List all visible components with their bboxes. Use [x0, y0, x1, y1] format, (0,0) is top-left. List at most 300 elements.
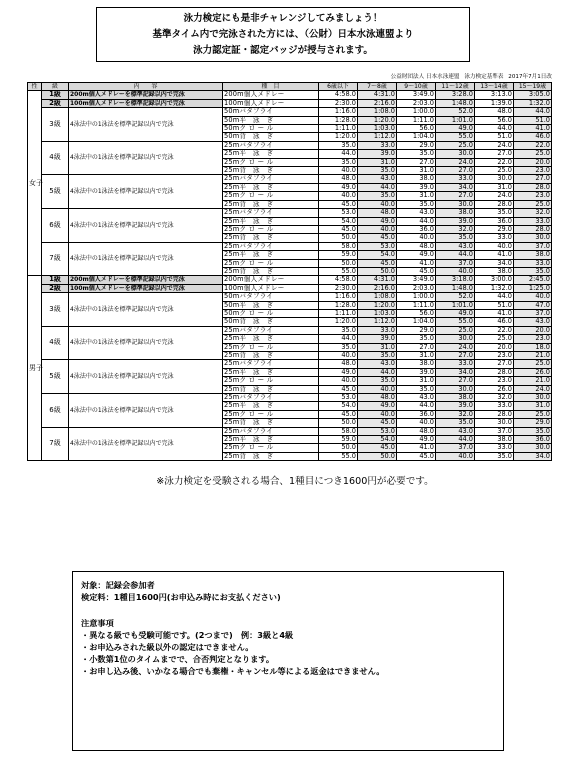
table-row — [28, 276, 552, 284]
content-cell: 4泳法中の1泳法を標準記録以内で完泳 — [69, 293, 223, 327]
note-item: ・お申し込み後、いかなる場合でも棄権・キャンセル等による返金はできません。 — [81, 666, 385, 676]
time-cell: 53.0 — [319, 209, 358, 217]
time-cell: 33.0 — [475, 234, 514, 242]
time-cell: 33.0 — [358, 326, 397, 334]
time-cell: 37.0 — [436, 259, 475, 267]
time-cell: 30.0 — [514, 234, 552, 242]
time-cell: 49.0 — [397, 436, 436, 444]
sex-cell: 女子 — [28, 91, 42, 276]
time-cell: 41.0 — [397, 259, 436, 267]
time-cell: 1:11.0 — [397, 301, 436, 309]
time-cell: 58.0 — [319, 242, 358, 250]
time-cell: 23.0 — [475, 377, 514, 385]
time-cell: 35.0 — [436, 419, 475, 427]
time-cell: 27.0 — [436, 167, 475, 175]
time-cell: 59.0 — [319, 251, 358, 259]
time-cell: 33.0 — [475, 402, 514, 410]
time-cell: 51.0 — [475, 301, 514, 309]
event-cell: 25m平 泳 ぎ — [223, 368, 319, 376]
time-cell: 55.0 — [319, 267, 358, 275]
event-cell: 25m背 泳 ぎ — [223, 167, 319, 175]
event-cell: 50m背 泳 ぎ — [223, 133, 319, 141]
standards-table — [27, 82, 552, 461]
time-cell: 55.0 — [436, 133, 475, 141]
time-cell: 40.0 — [319, 167, 358, 175]
time-cell: 31.0 — [358, 158, 397, 166]
time-cell: 44.0 — [436, 436, 475, 444]
time-cell: 20.0 — [514, 158, 552, 166]
time-cell: 18.0 — [514, 343, 552, 351]
time-cell: 1:12.0 — [358, 318, 397, 326]
header-line-1: 泳力検定にも是非チャレンジしてみましょう！ — [183, 13, 383, 24]
time-cell: 38.0 — [475, 267, 514, 275]
time-cell: 38.0 — [514, 251, 552, 259]
event-cell: 25mバタフライ — [223, 326, 319, 334]
time-cell: 27.0 — [397, 343, 436, 351]
time-cell: 21.0 — [514, 377, 552, 385]
header-age-15-19: 15〜19歳 — [514, 83, 552, 91]
time-cell: 37.0 — [475, 427, 514, 435]
time-cell: 37.0 — [514, 242, 552, 250]
time-cell: 40.0 — [319, 377, 358, 385]
time-cell: 44.0 — [514, 108, 552, 116]
time-cell: 45.0 — [319, 225, 358, 233]
header-age-13-14: 13〜14歳 — [475, 83, 514, 91]
content-cell: 4泳法中の1泳法を標準記録以内で完泳 — [69, 242, 223, 276]
time-cell: 48.0 — [475, 108, 514, 116]
time-cell: 24.0 — [475, 192, 514, 200]
time-cell: 50.0 — [358, 452, 397, 460]
time-cell: 36.0 — [475, 217, 514, 225]
event-cell: 25m平 泳 ぎ — [223, 183, 319, 191]
time-cell: 44.0 — [319, 335, 358, 343]
time-cell: 50.0 — [319, 234, 358, 242]
info-target: 対象：記録会参加者 — [81, 580, 155, 590]
time-cell: 53.0 — [358, 427, 397, 435]
time-cell: 43.0 — [397, 209, 436, 217]
header-age-7-8: 7〜8歳 — [358, 83, 397, 91]
grade-cell: 5級 — [42, 175, 69, 209]
time-cell: 3:49.0 — [397, 276, 436, 284]
time-cell: 53.0 — [319, 394, 358, 402]
time-cell: 35.0 — [397, 335, 436, 343]
time-cell: 3:49.0 — [397, 91, 436, 99]
time-cell: 49.0 — [319, 183, 358, 191]
time-cell: 1:25.0 — [514, 284, 552, 292]
caption-date: 2017年7月1日改 — [508, 74, 552, 80]
time-cell: 31.0 — [397, 352, 436, 360]
time-cell: 44.0 — [397, 217, 436, 225]
time-cell: 2:30.0 — [319, 284, 358, 292]
time-cell: 35.0 — [319, 326, 358, 334]
event-cell: 25mク ロ ー ル — [223, 158, 319, 166]
time-cell: 49.0 — [436, 125, 475, 133]
event-cell: 25mク ロ ー ル — [223, 410, 319, 418]
content-cell: 4泳法中の1泳法を標準記録以内で完泳 — [69, 326, 223, 360]
content-cell: 4泳法中の1泳法を標準記録以内で完泳 — [69, 360, 223, 394]
time-cell: 4:31.0 — [358, 91, 397, 99]
time-cell: 23.0 — [514, 335, 552, 343]
time-cell: 1:39.0 — [475, 99, 514, 107]
time-cell: 23.0 — [475, 352, 514, 360]
caption-org: 公益財団法人 日本水泳連盟 — [390, 74, 460, 80]
time-cell: 44.0 — [358, 368, 397, 376]
grade-cell: 2級 — [42, 284, 69, 292]
event-cell: 25mク ロ ー ル — [223, 259, 319, 267]
time-cell: 2:16.0 — [358, 284, 397, 292]
event-cell: 50mバタフライ — [223, 293, 319, 301]
event-cell: 50mク ロ ー ル — [223, 309, 319, 317]
time-cell: 27.0 — [436, 377, 475, 385]
note-item: ・異なる級でも受験可能です。(2つまで) 例：3級と4級 — [81, 630, 294, 640]
time-cell: 30.0 — [514, 444, 552, 452]
notes-title: 注意事項 — [81, 618, 114, 628]
time-cell: 32.0 — [436, 225, 475, 233]
fee-note: ※泳力検定を受験される場合、1種目につき1600円が必要です。 — [156, 476, 434, 487]
time-cell: 45.0 — [358, 419, 397, 427]
time-cell: 35.0 — [358, 192, 397, 200]
time-cell: 24.0 — [436, 343, 475, 351]
event-cell: 100m個人メドレー — [223, 99, 319, 107]
caption-title: 泳力検定基準表 — [464, 74, 504, 80]
time-cell: 48.0 — [319, 360, 358, 368]
time-cell: 1:00.0 — [397, 293, 436, 301]
time-cell: 43.0 — [436, 242, 475, 250]
time-cell: 56.0 — [397, 309, 436, 317]
time-cell: 46.0 — [514, 133, 552, 141]
time-cell: 40.0 — [436, 267, 475, 275]
time-cell: 35.0 — [475, 209, 514, 217]
event-cell: 25m平 泳 ぎ — [223, 251, 319, 259]
time-cell: 53.0 — [358, 242, 397, 250]
time-cell: 33.0 — [514, 217, 552, 225]
time-cell: 35.0 — [358, 167, 397, 175]
time-cell: 25.0 — [514, 360, 552, 368]
time-cell: 1:20.0 — [319, 318, 358, 326]
time-cell: 1:28.0 — [319, 301, 358, 309]
event-cell: 50m背 泳 ぎ — [223, 318, 319, 326]
event-cell: 25mク ロ ー ル — [223, 192, 319, 200]
time-cell: 48.0 — [358, 394, 397, 402]
time-cell: 1:32.0 — [475, 284, 514, 292]
content-cell: 100m個人メドレーを標準記録以内で完泳 — [69, 99, 223, 107]
time-cell: 37.0 — [436, 444, 475, 452]
event-cell: 25m背 泳 ぎ — [223, 200, 319, 208]
time-cell: 24.0 — [475, 141, 514, 149]
time-cell: 39.0 — [397, 183, 436, 191]
time-cell: 23.0 — [514, 192, 552, 200]
time-cell: 40.0 — [319, 352, 358, 360]
time-cell: 40.0 — [358, 410, 397, 418]
time-cell: 26.0 — [514, 368, 552, 376]
time-cell: 47.0 — [514, 301, 552, 309]
event-cell: 25mバタフライ — [223, 175, 319, 183]
time-cell: 58.0 — [319, 427, 358, 435]
time-cell: 38.0 — [397, 360, 436, 368]
time-cell: 2:45.0 — [514, 276, 552, 284]
time-cell: 35.0 — [514, 427, 552, 435]
time-cell: 35.0 — [397, 385, 436, 393]
time-cell: 1:03.0 — [358, 309, 397, 317]
time-cell: 30.0 — [436, 335, 475, 343]
note-item: ・小数第1位のタイムまでで、合否判定となります。 — [81, 654, 275, 664]
time-cell: 29.0 — [397, 141, 436, 149]
time-cell: 3:28.0 — [436, 91, 475, 99]
time-cell: 30.0 — [475, 419, 514, 427]
time-cell: 23.0 — [514, 167, 552, 175]
time-cell: 3:18.0 — [436, 276, 475, 284]
time-cell: 59.0 — [319, 436, 358, 444]
event-cell: 100m個人メドレー — [223, 284, 319, 292]
content-cell: 4泳法中の1泳法を標準記録以内で完泳 — [69, 175, 223, 209]
time-cell: 34.0 — [475, 259, 514, 267]
time-cell: 25.0 — [436, 141, 475, 149]
time-cell: 33.0 — [514, 259, 552, 267]
time-cell: 50.0 — [319, 419, 358, 427]
time-cell: 38.0 — [397, 175, 436, 183]
content-cell: 200m個人メドレーを標準記録以内で完泳 — [69, 276, 223, 284]
time-cell: 52.0 — [436, 108, 475, 116]
time-cell: 20.0 — [475, 343, 514, 351]
time-cell: 41.0 — [475, 251, 514, 259]
time-cell: 30.0 — [436, 385, 475, 393]
content-cell: 4泳法中の1泳法を標準記録以内で完泳 — [69, 427, 223, 461]
time-cell: 25.0 — [514, 150, 552, 158]
grade-cell: 7級 — [42, 427, 69, 461]
time-cell: 1:12.0 — [358, 133, 397, 141]
header-line-3: 泳力認定証・認定バッジが授与されます。 — [193, 45, 373, 56]
time-cell: 52.0 — [436, 293, 475, 301]
time-cell: 37.0 — [514, 309, 552, 317]
event-cell: 25m背 泳 ぎ — [223, 352, 319, 360]
content-cell: 4泳法中の1泳法を標準記録以内で完泳 — [69, 141, 223, 175]
time-cell: 44.0 — [358, 183, 397, 191]
grade-cell: 1級 — [42, 276, 69, 284]
table-row — [28, 108, 552, 116]
time-cell: 49.0 — [358, 217, 397, 225]
grade-cell: 3級 — [42, 108, 69, 142]
time-cell: 50.0 — [358, 267, 397, 275]
time-cell: 44.0 — [397, 402, 436, 410]
event-cell: 25mク ロ ー ル — [223, 225, 319, 233]
time-cell: 25.0 — [514, 410, 552, 418]
time-cell: 20.0 — [514, 326, 552, 334]
time-cell: 3:05.0 — [514, 91, 552, 99]
time-cell: 1:20.0 — [358, 301, 397, 309]
time-cell: 1:20.0 — [358, 116, 397, 124]
time-cell: 39.0 — [436, 217, 475, 225]
time-cell: 33.0 — [358, 141, 397, 149]
time-cell: 1:08.0 — [358, 293, 397, 301]
time-cell: 48.0 — [319, 175, 358, 183]
table-row — [28, 209, 552, 217]
time-cell: 54.0 — [319, 402, 358, 410]
time-cell: 22.0 — [514, 141, 552, 149]
time-cell: 50.0 — [319, 444, 358, 452]
time-cell: 31.0 — [397, 192, 436, 200]
time-cell: 27.0 — [436, 192, 475, 200]
time-cell: 22.0 — [475, 158, 514, 166]
time-cell: 43.0 — [436, 427, 475, 435]
time-cell: 28.0 — [475, 410, 514, 418]
time-cell: 51.0 — [514, 116, 552, 124]
time-cell: 49.0 — [436, 309, 475, 317]
time-cell: 27.0 — [475, 150, 514, 158]
event-cell: 25m背 泳 ぎ — [223, 267, 319, 275]
standards-table-body — [28, 91, 552, 461]
time-cell: 4:58.0 — [319, 276, 358, 284]
time-cell: 1:03.0 — [358, 125, 397, 133]
event-cell: 25m平 泳 ぎ — [223, 402, 319, 410]
time-cell: 34.0 — [436, 368, 475, 376]
event-cell: 50m平 泳 ぎ — [223, 301, 319, 309]
time-cell: 1:16.0 — [319, 108, 358, 116]
time-cell: 34.0 — [436, 183, 475, 191]
table-caption — [262, 72, 552, 80]
event-cell: 25m平 泳 ぎ — [223, 217, 319, 225]
grade-cell: 7級 — [42, 242, 69, 276]
time-cell: 45.0 — [358, 234, 397, 242]
time-cell: 1:00.0 — [397, 108, 436, 116]
time-cell: 48.0 — [358, 209, 397, 217]
time-cell: 29.0 — [397, 326, 436, 334]
time-cell: 25.0 — [436, 326, 475, 334]
event-cell: 50mク ロ ー ル — [223, 125, 319, 133]
content-cell: 4泳法中の1泳法を標準記録以内で完泳 — [69, 108, 223, 142]
event-cell: 25m平 泳 ぎ — [223, 150, 319, 158]
time-cell: 33.0 — [436, 360, 475, 368]
time-cell: 1:48.0 — [436, 284, 475, 292]
time-cell: 28.0 — [514, 183, 552, 191]
time-cell: 40.0 — [397, 419, 436, 427]
time-cell: 1:32.0 — [514, 99, 552, 107]
time-cell: 48.0 — [397, 242, 436, 250]
info-box — [72, 571, 504, 751]
time-cell: 54.0 — [358, 436, 397, 444]
time-cell: 1:20.0 — [319, 133, 358, 141]
time-cell: 31.0 — [514, 402, 552, 410]
time-cell: 1:11.0 — [319, 125, 358, 133]
time-cell: 39.0 — [436, 402, 475, 410]
time-cell: 40.0 — [475, 242, 514, 250]
time-cell: 24.0 — [436, 158, 475, 166]
time-cell: 35.0 — [397, 150, 436, 158]
time-cell: 43.0 — [358, 175, 397, 183]
header-age-6: 6歳以下 — [319, 83, 358, 91]
time-cell: 25.0 — [475, 167, 514, 175]
time-cell: 29.0 — [514, 419, 552, 427]
time-cell: 35.0 — [319, 141, 358, 149]
time-cell: 1:08.0 — [358, 108, 397, 116]
time-cell: 43.0 — [397, 394, 436, 402]
time-cell: 38.0 — [436, 394, 475, 402]
time-cell: 35.0 — [475, 452, 514, 460]
event-cell: 25m背 泳 ぎ — [223, 234, 319, 242]
time-cell: 55.0 — [436, 318, 475, 326]
content-cell: 200m個人メドレーを標準記録以内で完泳 — [69, 91, 223, 99]
content-cell: 4泳法中の1泳法を標準記録以内で完泳 — [69, 209, 223, 243]
table-row — [28, 293, 552, 301]
time-cell: 27.0 — [475, 360, 514, 368]
event-cell: 25mバタフライ — [223, 242, 319, 250]
grade-cell: 4級 — [42, 326, 69, 360]
time-cell: 35.0 — [514, 267, 552, 275]
time-cell: 40.0 — [319, 192, 358, 200]
time-cell: 41.0 — [514, 125, 552, 133]
time-cell: 49.0 — [397, 251, 436, 259]
grade-cell: 6級 — [42, 209, 69, 243]
time-cell: 45.0 — [397, 267, 436, 275]
time-cell: 35.0 — [358, 377, 397, 385]
time-cell: 40.0 — [397, 234, 436, 242]
time-cell: 46.0 — [475, 318, 514, 326]
time-cell: 51.0 — [475, 133, 514, 141]
time-cell: 50.0 — [319, 259, 358, 267]
time-cell: 31.0 — [358, 343, 397, 351]
note-item: ・お申込みされた級以外の認定はできません。 — [81, 642, 254, 652]
time-cell: 1:16.0 — [319, 293, 358, 301]
time-cell: 28.0 — [475, 200, 514, 208]
event-cell: 25m背 泳 ぎ — [223, 385, 319, 393]
info-fee: 検定料：1種目1600円(お申込み時にお支払ください) — [81, 592, 281, 602]
time-cell: 33.0 — [436, 175, 475, 183]
time-cell: 3:13.0 — [475, 91, 514, 99]
time-cell: 41.0 — [397, 444, 436, 452]
grade-cell: 2級 — [42, 99, 69, 107]
content-cell: 4泳法中の1泳法を標準記録以内で完泳 — [69, 394, 223, 428]
time-cell: 36.0 — [397, 225, 436, 233]
event-cell: 25mク ロ ー ル — [223, 444, 319, 452]
time-cell: 45.0 — [397, 452, 436, 460]
time-cell: 49.0 — [358, 402, 397, 410]
time-cell: 44.0 — [436, 251, 475, 259]
time-cell: 2:16.0 — [358, 99, 397, 107]
event-cell: 25m背 泳 ぎ — [223, 452, 319, 460]
time-cell: 45.0 — [319, 410, 358, 418]
time-cell: 1:11.0 — [319, 309, 358, 317]
grade-cell: 4級 — [42, 141, 69, 175]
time-cell: 3:00.0 — [475, 276, 514, 284]
time-cell: 35.0 — [319, 343, 358, 351]
time-cell: 44.0 — [475, 293, 514, 301]
time-cell: 48.0 — [397, 427, 436, 435]
time-cell: 2:03.0 — [397, 99, 436, 107]
time-cell: 45.0 — [358, 259, 397, 267]
header-grade: 級 — [42, 83, 69, 91]
time-cell: 45.0 — [358, 444, 397, 452]
time-cell: 35.0 — [436, 234, 475, 242]
header-age-9-10: 9〜10歳 — [397, 83, 436, 91]
header-sex: 性 — [28, 83, 42, 91]
header-age-11-12: 11〜12歳 — [436, 83, 475, 91]
time-cell: 28.0 — [514, 225, 552, 233]
time-cell: 39.0 — [358, 335, 397, 343]
event-cell: 25m平 泳 ぎ — [223, 436, 319, 444]
header-event: 種 目 — [223, 83, 319, 91]
time-cell: 45.0 — [319, 385, 358, 393]
time-cell: 39.0 — [358, 150, 397, 158]
time-cell: 27.0 — [514, 175, 552, 183]
time-cell: 30.0 — [436, 150, 475, 158]
time-cell: 27.0 — [436, 352, 475, 360]
time-cell: 1:28.0 — [319, 116, 358, 124]
time-cell: 56.0 — [475, 116, 514, 124]
sex-cell: 男子 — [28, 276, 42, 461]
time-cell: 43.0 — [358, 360, 397, 368]
time-cell: 2:03.0 — [397, 284, 436, 292]
time-cell: 40.0 — [358, 385, 397, 393]
time-cell: 40.0 — [436, 452, 475, 460]
